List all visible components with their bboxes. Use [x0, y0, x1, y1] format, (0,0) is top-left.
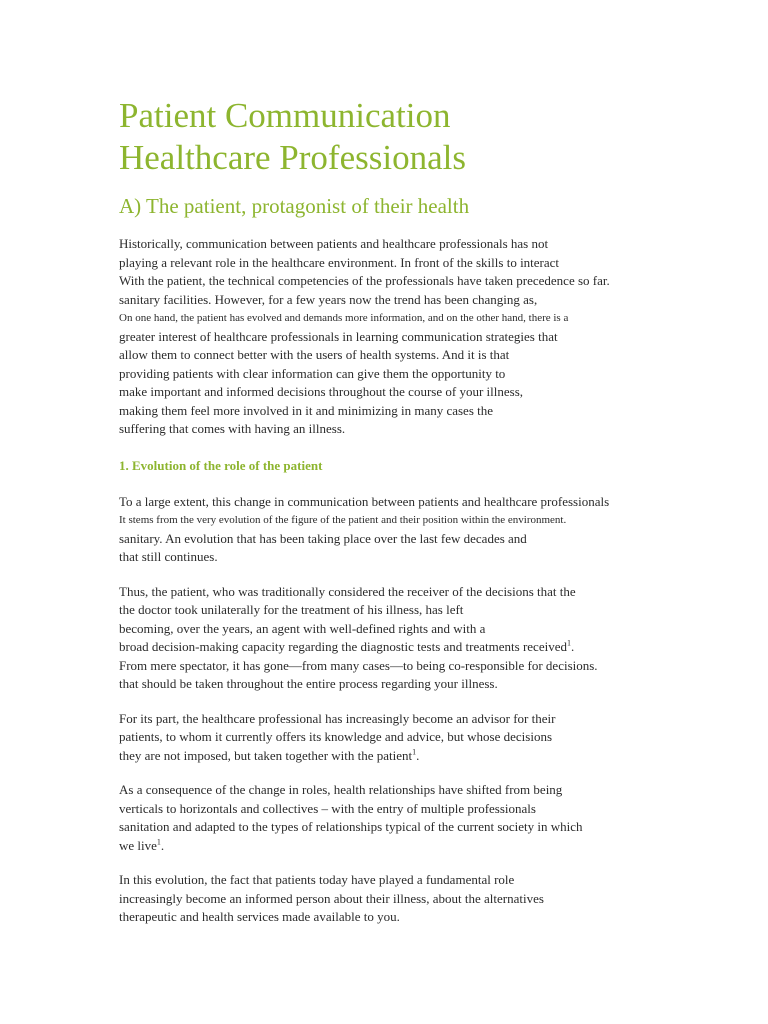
text-line: With the patient, the technical competencies of the professionals have taken precedence so far.: [119, 273, 610, 288]
footnote-marker: 1: [412, 747, 417, 757]
section-subtitle: A) The patient, protagonist of their health: [119, 194, 470, 218]
text-line: becoming, over the years, an agent with well-defined rights and with a: [119, 620, 486, 636]
text-line: make important and informed decisions throughout the course of your illness,: [119, 384, 523, 399]
sentence-end: .: [570, 639, 575, 654]
sentence-end: .: [160, 837, 165, 853]
paragraph-patient-role: [119, 583, 679, 694]
text-line: therapeutic and health services made available to you.: [119, 909, 400, 924]
title-line: Healthcare Professionals: [119, 138, 466, 177]
text-line: increasingly become an informed person about their illness, about the alternatives: [119, 890, 544, 906]
text-line: sanitary facilities. However, for a few years now the trend has been changing as,: [119, 291, 538, 307]
text-segment: we live: [119, 837, 157, 853]
text-line: that still continues.: [119, 549, 218, 564]
sentence-end: .: [416, 747, 420, 763]
text-segment: they are not imposed, but taken together with the patient: [119, 747, 413, 763]
text-line: On one hand, the patient has evolved and demands more information, and on the other hand, there is a: [119, 312, 569, 324]
text-line: For its part, the healthcare professional has increasingly become an advisor for their: [119, 710, 556, 726]
text-line: [119, 638, 679, 657]
text-line: greater interest of healthcare professionals in learning communication strategies that: [119, 328, 558, 344]
text-line: playing a relevant role in the healthcare environment. In front of the skills to interact: [119, 254, 560, 270]
section-heading: 1. Evolution of the role of the patient: [119, 457, 323, 473]
text-line: allow them to connect better with the users of health systems. And it is that: [119, 347, 510, 362]
text-line: sanitary. An evolution that has been taking place over the last few decades and: [119, 530, 527, 546]
text-line: the doctor took unilaterally for the treatment of his illness, has left: [119, 602, 464, 617]
paragraph-change-origin: [119, 493, 679, 567]
document-title: [119, 95, 679, 179]
intro-paragraph: [119, 235, 679, 439]
text-line: It stems from the very evolution of the figure of the patient and their position within the environment.: [119, 514, 567, 526]
text-segment: broad decision-making capacity regarding the diagnostic tests and treatments received: [119, 639, 567, 654]
text-line: patients, to whom it currently offers its knowledge and advice, but whose decisions: [119, 729, 552, 744]
title-line: Patient Communication: [119, 96, 451, 135]
text-line: verticals to horizontals and collectives – with the entry of multiple professionals: [119, 800, 536, 816]
text-line: sanitation and adapted to the types of relationships typical of the current society in which: [119, 819, 583, 834]
text-line: [119, 837, 679, 856]
paragraph-professional-role: [119, 710, 679, 766]
text-line: making them feel more involved in it and minimizing in many cases the: [119, 402, 494, 418]
footnote-marker: 1: [156, 837, 161, 847]
text-line: In this evolution, the fact that patients today have played a fundamental role: [119, 872, 515, 887]
text-line: Thus, the patient, who was traditionally considered the receiver of the decisions that the: [119, 583, 576, 599]
text-line: providing patients with clear information can give them the opportunity to: [119, 365, 506, 381]
text-line: From mere spectator, it has gone—from many cases—to being co-responsible for decisions.: [119, 657, 598, 673]
text-line: As a consequence of the change in roles, health relationships have shifted from being: [119, 782, 563, 797]
text-line: that should be taken throughout the entire process regarding your illness.: [119, 676, 498, 691]
document-page: [119, 95, 679, 927]
text-line: Historically, communication between patients and healthcare professionals has not: [119, 236, 549, 251]
text-line: suffering that comes with having an illness.: [119, 421, 346, 436]
paragraph-informed-patient: [119, 871, 679, 927]
text-line: [119, 747, 679, 766]
footnote-marker: 1: [566, 638, 571, 648]
paragraph-relationships: [119, 781, 679, 855]
text-line: To a large extent, this change in communication between patients and healthcare professionals: [119, 493, 610, 509]
